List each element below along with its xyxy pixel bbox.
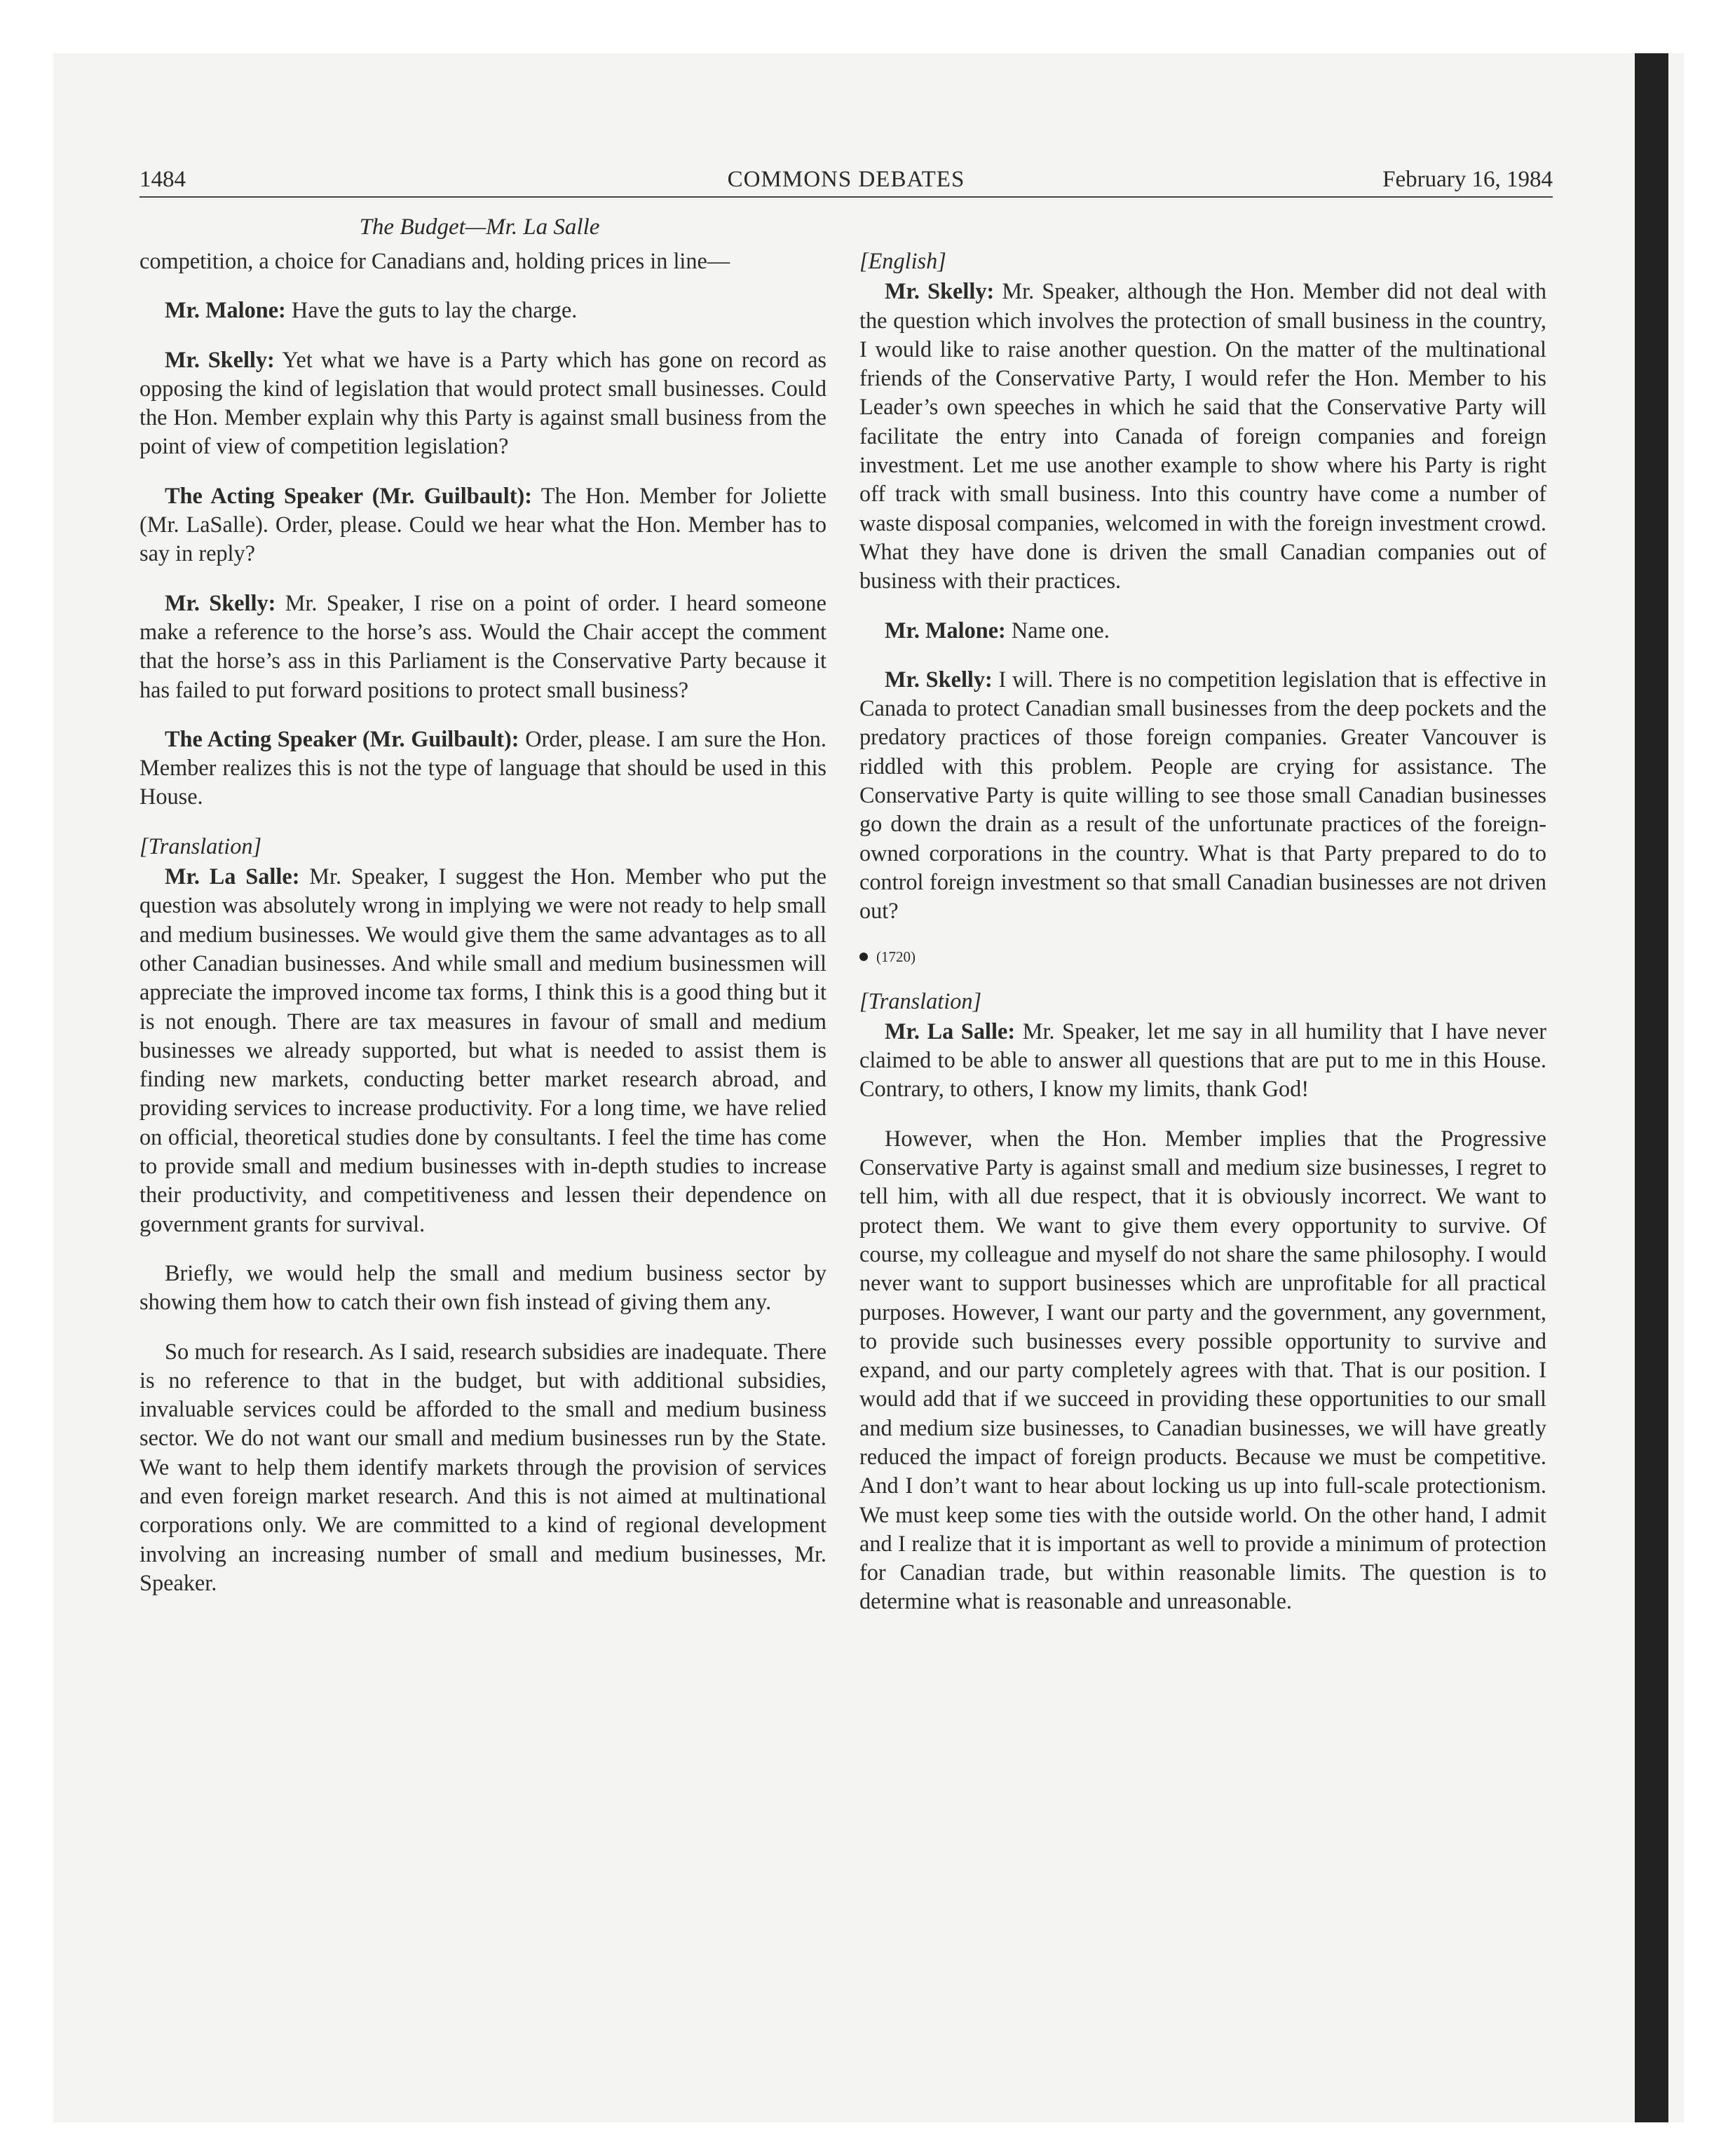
paragraph-text: Mr. Speaker, although the Hon. Member did not deal with the question which involves the protection of small business in the country, I would like to raise another question. On the matter of the multinational friends of the Conservative Party, I would refer the Hon. Member to his Leader’s own speeches in which he said that the Conservative Party will facilitate the entry into Canada of foreign companies and foreign investment. Let me use another example to show where his Party is right off track with small business. Into this country have come a number of waste disposal companies, welcomed in with the foreign investment crowd. What they have done is driven the small Canadian companies out of business with their practices. xyxy=(859,278,1546,594)
paragraph xyxy=(859,277,1546,595)
paragraph: So much for research. As I said, research subsidies are inadequate. There is no reference to that in the budget, but with additional subsidies, invaluable services could be afforded to the small and medium business sector. We do not want our small and medium businesses run by the State. We want to help them identify markets through the provision of services and even foreign market research. And this is not aimed at multinational corporations only. We are committed to a kind of regional development involving an increasing number of small and medium businesses, Mr. Speaker. xyxy=(140,1338,826,1595)
speaker-name: Mr. Skelly: xyxy=(165,589,276,615)
speaker-name-paren: (Mr. Guilbault): xyxy=(362,482,533,508)
language-tag: [English] xyxy=(859,248,946,273)
speaker-name: Mr. La Salle: xyxy=(885,1018,1016,1044)
page-header xyxy=(140,165,1553,198)
speaker-name: Mr. Skelly: xyxy=(885,278,995,304)
speaker-name: Mr. La Salle: xyxy=(165,864,300,889)
paragraph xyxy=(140,482,826,568)
language-tag: [Translation] xyxy=(140,833,262,859)
speaker-name-paren: (Mr. Guilbault): xyxy=(356,725,519,751)
paragraph: However, when the Hon. Member implies that the Progressive Conservative Party is against small and medium size businesses, I regret to tell him, with all due respect, that it is obviously incorrect. We want to protect them. We want to give them every opportunity to survive. Of course, my colleague and myself do not share the same philosophy. I would never want to support businesses which are unprofitable for all practical purposes. However, I want our party and the government, any government, to provide such businesses every possible opportunity to survive and expand, and our party completely agrees with that. That is our position. I would add that if we succeed in providing these opportunities to our small and medium size businesses, to Canadian businesses, we will have greatly reduced the impact of foreign products. Because we must be competitive. And I don’t want to hear about locking us up into full-scale protectionism. We must keep some ties with the outside world. On the other hand, I admit and I realize that it is important as well to provide a minimum of protection for Canadian trade, but within reasonable limits. The question is to determine what is reasonable and unreasonable. xyxy=(859,1125,1546,1614)
paragraph-text: I will. There is no competition legislation that is effective in Canada to protect Canadian small businesses from the deep pockets and the predatory practices of those foreign companies. Greater Vancouver is riddled with this problem. People are crying for assistance. The Conservative Party is quite willing to see those small Canadian businesses go down the drain as a result of the unfortunate practices of the foreign-owned corporations in the country. What is that Party prepared to do to control foreign investment so that small Canadian businesses are not driven out? xyxy=(859,666,1546,924)
speaker-name: Mr. Skelly: xyxy=(885,666,993,692)
scan-edge-shadow xyxy=(1635,53,1668,2122)
speaker-name: Mr. Malone: xyxy=(165,297,286,323)
paragraph-text: Name one. xyxy=(1005,617,1110,643)
page-number: 1484 xyxy=(140,167,186,192)
speaker-name: Mr. Malone: xyxy=(885,617,1006,643)
left-column xyxy=(140,247,826,1618)
paragraph xyxy=(859,665,1546,926)
paragraph xyxy=(140,589,826,704)
paragraph-text: Order, please. I am sure the Hon. Member realizes this is not the type of language that should be used in this House. xyxy=(140,725,826,810)
paragraph: competition, a choice for Canadians and, holding prices in line— xyxy=(140,248,730,273)
time-marker-label: (1720) xyxy=(876,948,916,965)
paragraph xyxy=(859,1017,1546,1104)
running-head: The Budget—Mr. La Salle xyxy=(359,214,600,240)
paragraph xyxy=(140,725,826,812)
paragraph: Briefly, we would help the small and medium business sector by showing them how to catch their own fish instead of giving them any. xyxy=(140,1260,826,1315)
paragraph xyxy=(140,296,826,325)
right-column xyxy=(859,247,1546,1637)
page-date: February 16, 1984 xyxy=(1382,167,1553,192)
paragraph-text: The Hon. Member for Joliette (Mr. LaSalle). Order, please. Could we hear what the Hon. Member has to say in reply? xyxy=(140,482,826,566)
speaker-name: The Acting Speaker xyxy=(165,482,363,508)
language-tag: [Translation] xyxy=(859,988,982,1014)
paragraph-text: Mr. Speaker, let me say in all humility that I have never claimed to be able to answer all questions that are put to me in this House. Contrary, to others, I know my limits, thank God! xyxy=(859,1018,1546,1102)
bullet-dot-icon xyxy=(859,953,868,961)
speaker-name: Mr. Skelly: xyxy=(165,346,275,372)
paragraph xyxy=(859,616,1546,645)
paragraph xyxy=(140,862,826,1239)
paragraph-text: Mr. Speaker, I rise on a point of order. I heard someone make a reference to the horse’s ass. Would the Chair accept the comment that the horse’s ass in this Parliament is the Conservative Party because it has failed to put forward positions to protect small business? xyxy=(140,589,826,702)
time-marker xyxy=(859,946,1546,967)
publication-title: COMMONS DEBATES xyxy=(727,167,965,192)
paragraph-text: Have the guts to lay the charge. xyxy=(285,297,578,323)
speaker-name: The Acting Speaker xyxy=(165,725,357,751)
paragraph-text: Yet what we have is a Party which has gone on record as opposing the kind of legislation that would protect small businesses. Could the Hon. Member explain why this Party is against small business from the point of view of competition legislation? xyxy=(140,346,826,459)
paragraph-text: Mr. Speaker, I suggest the Hon. Member who put the question was absolutely wrong in implying we were not ready to help small and medium businesses. We would give them the same advantages as to all other Canadian businesses. And while small and medium businessmen will appreciate the improved income tax forms, I think this is a good thing but it is not enough. There are tax measures in favour of small and medium businesses we already supported, but what is needed to assist them is finding new markets, conducting better market research abroad, and providing services to increase productivity. For a long time, we have relied on official, theoretical studies done by consultants. I feel the time has come to provide small and medium businesses with in-depth studies to increase their productivity, and competitiveness and lessen their dependence on government grants for survival. xyxy=(140,864,826,1236)
paragraph xyxy=(140,346,826,461)
